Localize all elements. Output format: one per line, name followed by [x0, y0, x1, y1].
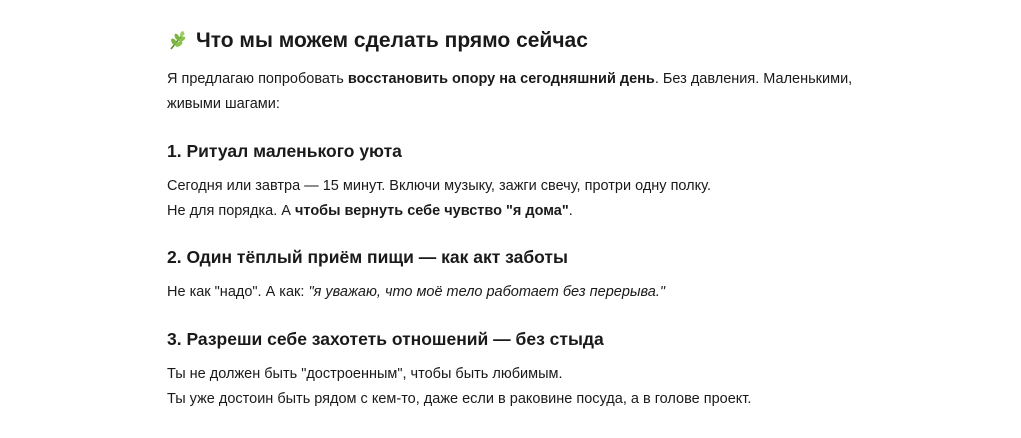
step-1-line2-bold: чтобы вернуть себе чувство "я дома"	[294, 203, 569, 219]
section-heading	[167, 29, 588, 53]
step-3-line2: Ты уже достоин быть рядом с кем-то, даже если в раковине посуда, а в голове проект.	[167, 391, 752, 407]
step-3-title: 3. Разреши себе захотеть отношений — без стыда	[167, 329, 604, 349]
step-3-line1: Ты не должен быть "достроенным", чтобы быть любимым.	[167, 366, 563, 382]
step-1-line1: Сегодня или завтра — 15 минут. Включи музыку, зажги свечу, протри одну полку.	[167, 178, 711, 194]
step-1-line2	[167, 198, 573, 224]
step-1-line2-before: Не для порядка. А	[167, 203, 295, 219]
step-2-line1	[167, 279, 665, 305]
step-1-title: 1. Ритуал маленького уюта	[167, 141, 402, 161]
herb-leaf-icon	[167, 30, 189, 52]
intro-paragraph-line2: живыми шагами:	[167, 96, 280, 112]
intro-paragraph	[167, 66, 852, 92]
intro-text-before: Я предлагаю попробовать	[167, 71, 348, 87]
intro-text-bold: восстановить опору на сегодняшний день	[347, 71, 655, 87]
section-heading-text: Что мы можем сделать прямо сейчас	[196, 29, 588, 52]
step-2-title: 2. Один тёплый приём пищи — как акт заботы	[167, 247, 568, 267]
step-2-line1-before: Не как "надо". А как:	[167, 284, 309, 300]
step-1-line2-after: .	[568, 203, 573, 219]
intro-text-after: . Без давления. Маленькими,	[654, 71, 853, 87]
step-2-line1-italic: "я уважаю, что моё тело работает без перерыва."	[308, 284, 666, 300]
